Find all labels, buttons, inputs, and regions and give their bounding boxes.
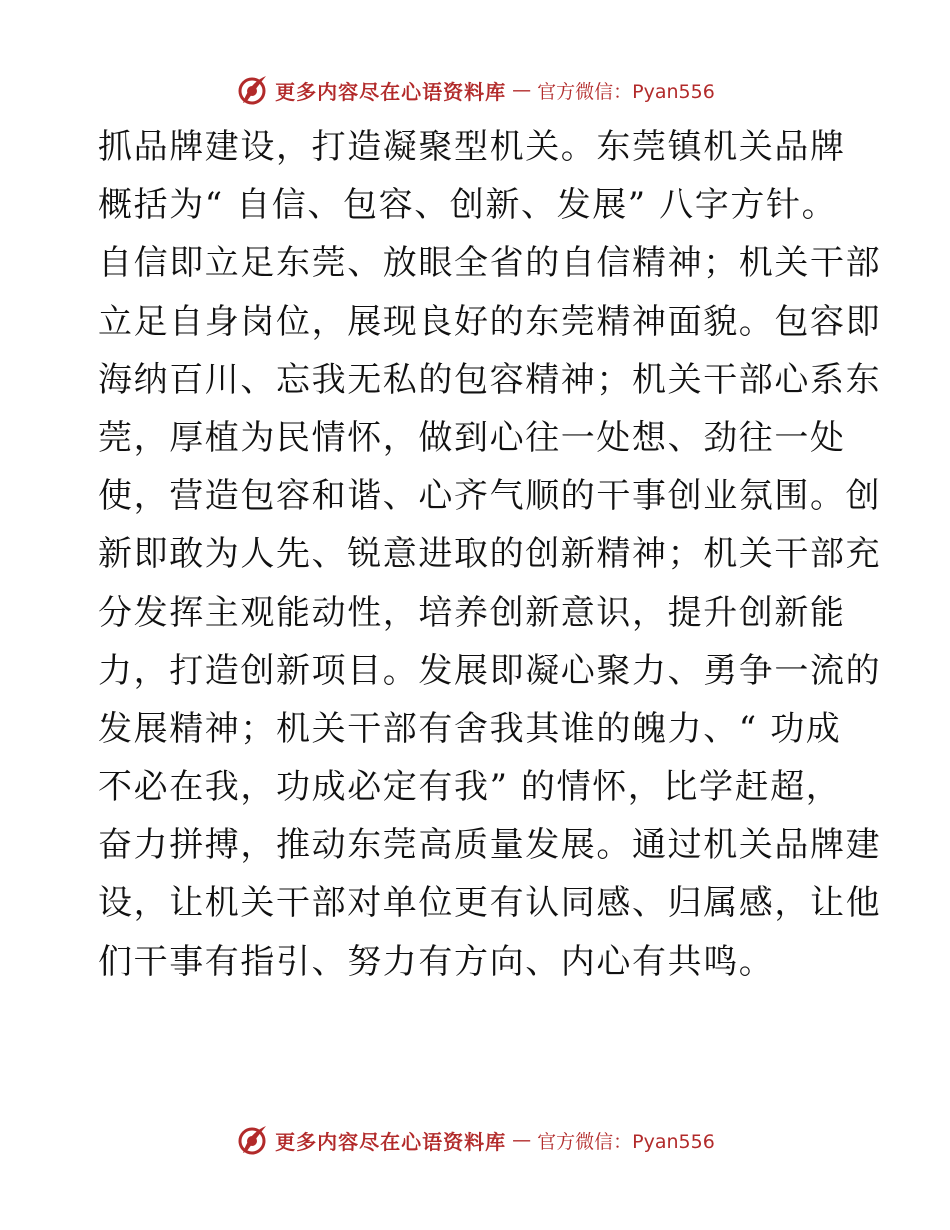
body-line: 自信即立足东莞、放眼全省的自信精神；机关干部 bbox=[98, 243, 882, 284]
header-dash: — bbox=[512, 79, 532, 101]
footer-main-text: 更多内容尽在心语资料库 bbox=[275, 1129, 507, 1154]
document-body bbox=[98, 118, 882, 991]
body-line: 们干事有指引、努力有方向、内心有共鸣。 bbox=[98, 941, 775, 982]
body-line: 海纳百川、忘我无私的包容精神；机关干部心系东 bbox=[98, 359, 882, 400]
brush-logo-icon bbox=[235, 1123, 269, 1157]
brush-logo-icon bbox=[235, 73, 269, 107]
body-line: 分发挥主观能动性，培养创新意识，提升创新能 bbox=[98, 592, 846, 633]
body-line: 立足自身岗位，展现良好的东莞精神面貌。包容即 bbox=[98, 301, 882, 342]
body-line: 抓品牌建设，打造凝聚型机关。东莞镇机关品牌 bbox=[98, 127, 846, 167]
body-line: 莞，厚植为民情怀，做到心往一处想、劲往一处 bbox=[98, 417, 846, 458]
body-line: 不必在我，功成必定有我” 的情怀，比学赶超， bbox=[98, 767, 842, 808]
body-line: 发展精神；机关干部有舍我其谁的魄力、“ 功成 bbox=[98, 708, 842, 749]
body-line: 概括为“ 自信、包容、创新、发展” 八字方针。 bbox=[98, 185, 838, 226]
body-line: 奋力拼搏，推动东莞高质量发展。通过机关品牌建 bbox=[98, 825, 882, 866]
body-line: 使，营造包容和谐、心齐气顺的干事创业氛围。创 bbox=[98, 476, 882, 517]
footer-dash: — bbox=[512, 1129, 532, 1151]
footer-banner bbox=[0, 1120, 950, 1160]
header-main-text: 更多内容尽在心语资料库 bbox=[275, 79, 507, 104]
header-wechat-text: 官方微信：Pyan556 bbox=[537, 80, 715, 103]
footer-wechat-text: 官方微信：Pyan556 bbox=[537, 1130, 715, 1153]
body-line: 设，让机关干部对单位更有认同感、归属感，让他 bbox=[98, 883, 882, 924]
header-banner bbox=[0, 70, 950, 110]
body-line: 新即敢为人先、锐意进取的创新精神；机关干部充 bbox=[98, 534, 882, 575]
body-line: 力，打造创新项目。发展即凝心聚力、勇争一流的 bbox=[98, 650, 882, 691]
